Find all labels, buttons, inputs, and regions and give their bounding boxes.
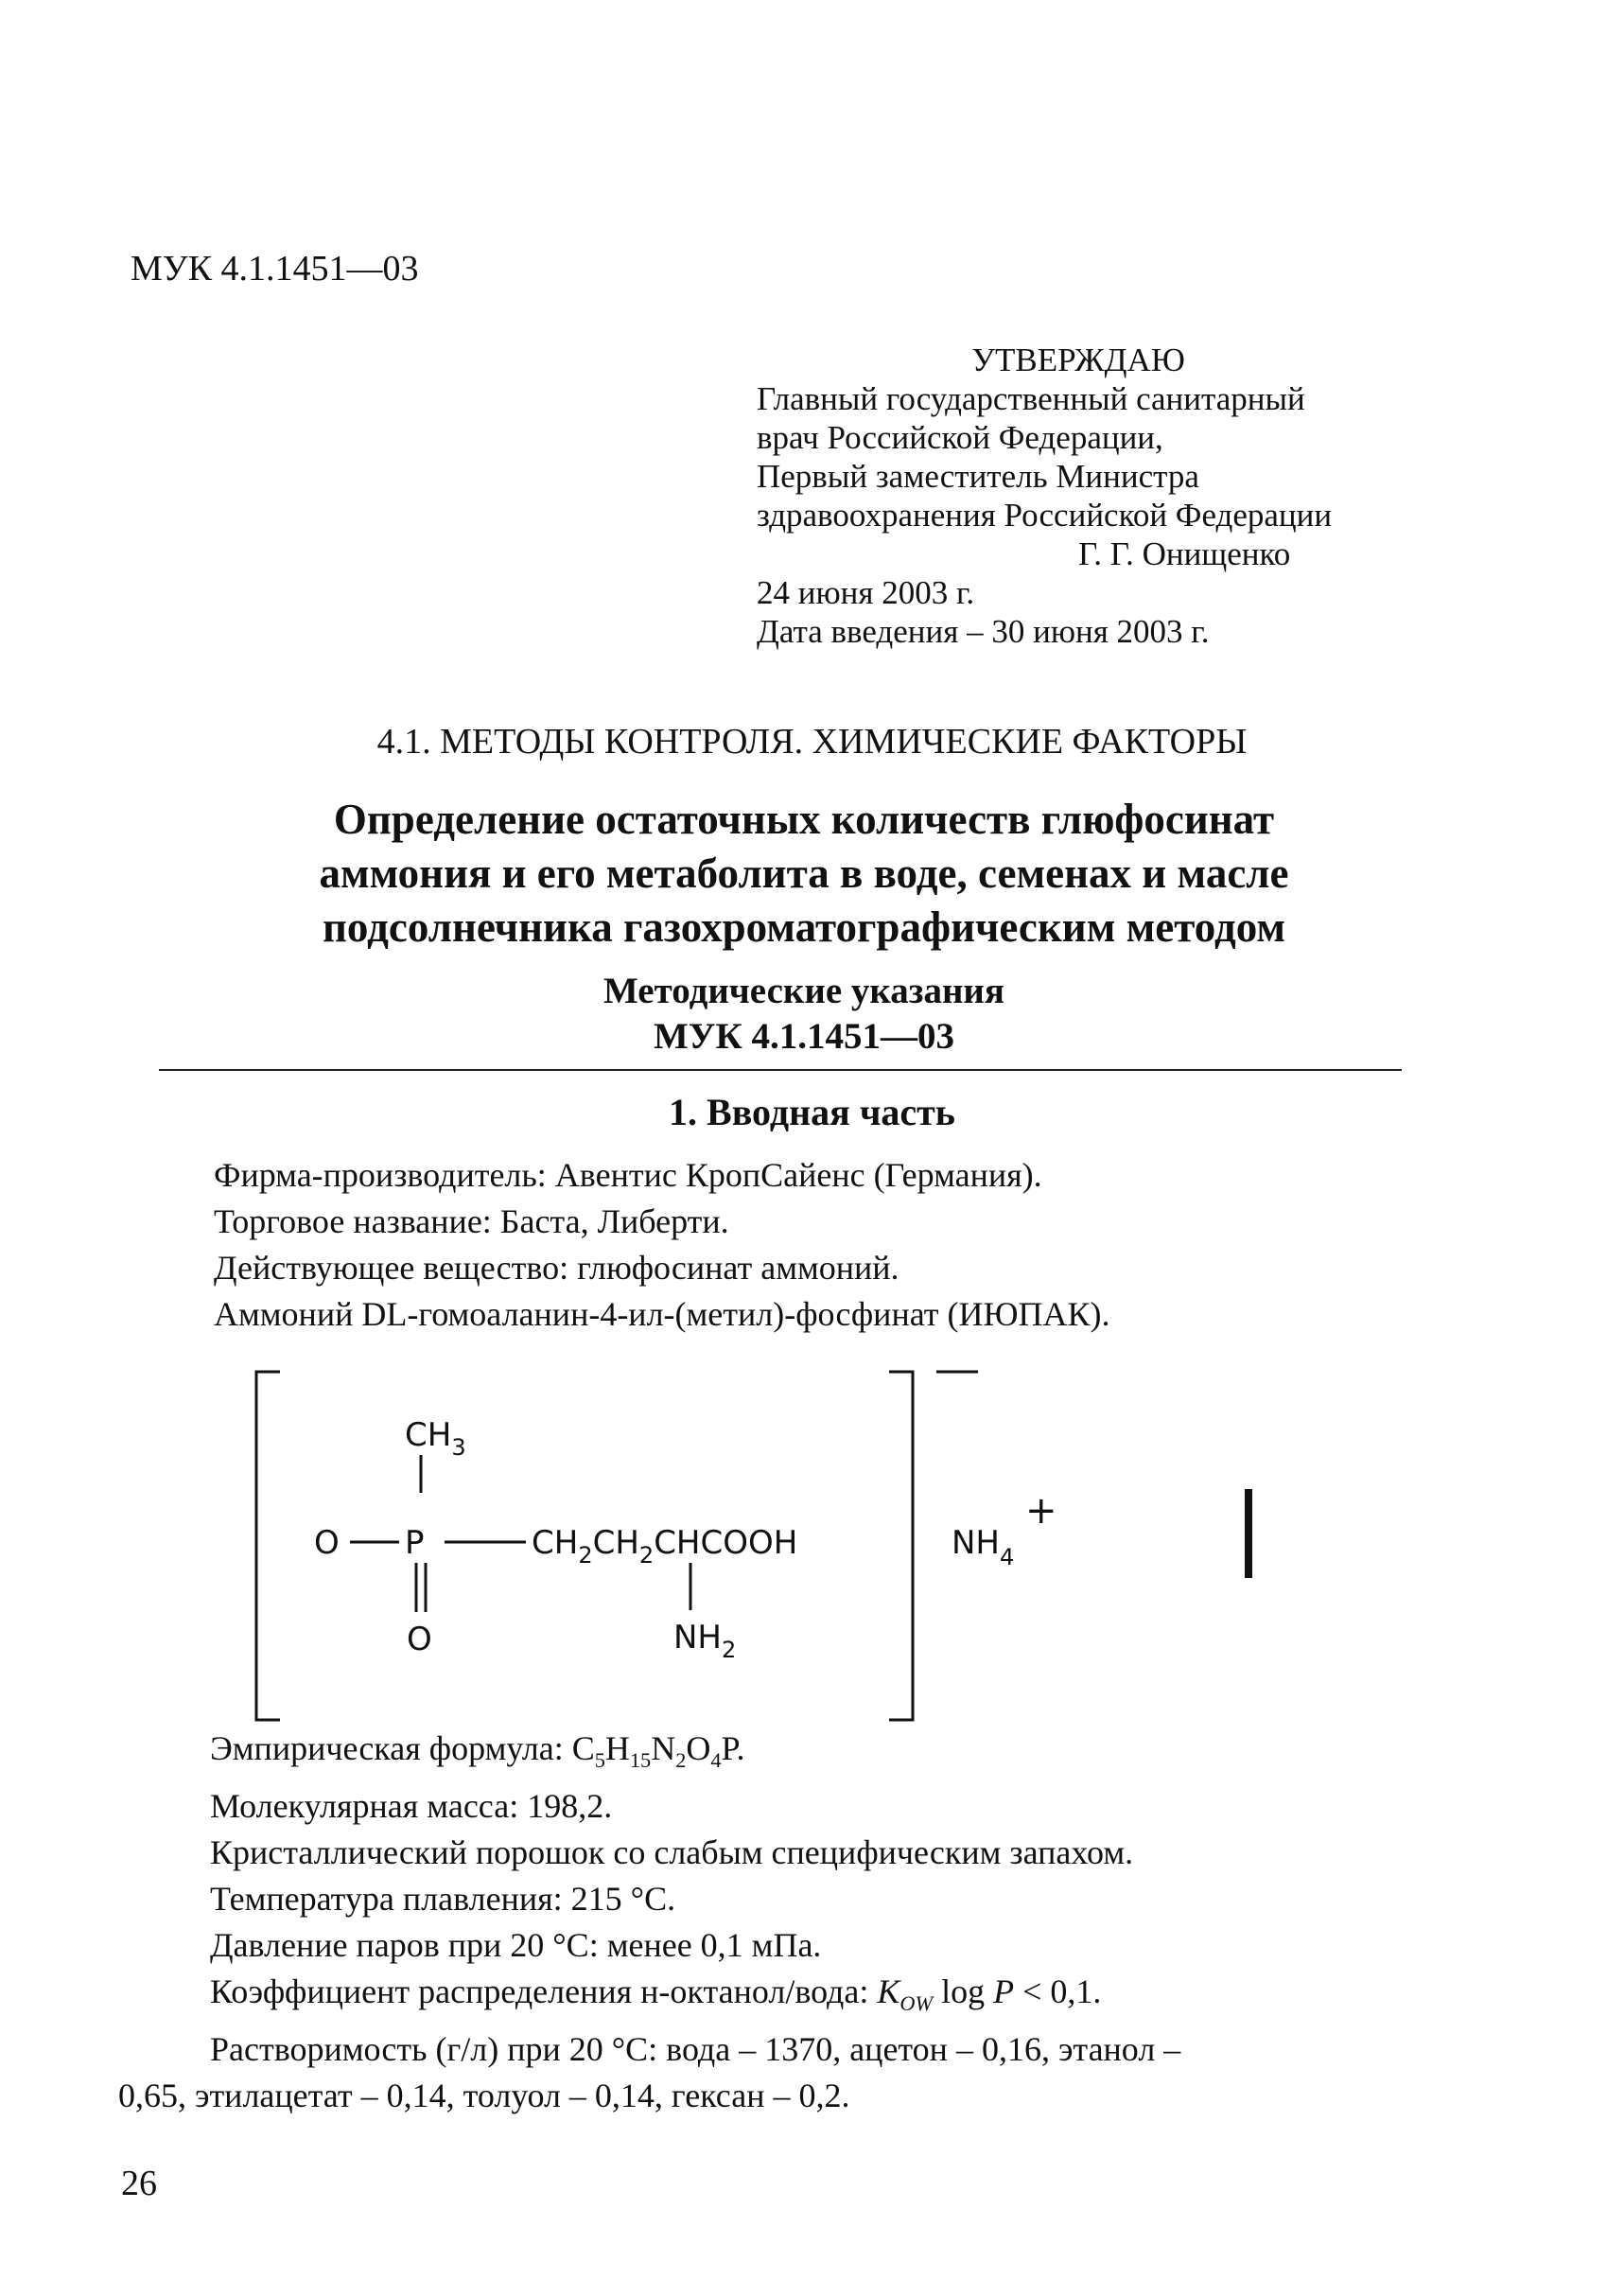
left-bracket — [256, 1372, 280, 1720]
approval-effective-date: Дата введения – 30 июня 2003 г. — [757, 613, 1210, 650]
title-line: Определение остаточных количеств глюфосинат — [333, 796, 1275, 843]
intro-heading: 1. Вводная часть — [669, 1091, 955, 1133]
margin-marker — [1245, 1489, 1252, 1578]
right-bracket — [889, 1372, 913, 1720]
approval-date: 24 июня 2003 г. — [757, 574, 975, 611]
methyl-group: $CH_3$ — [405, 1416, 466, 1461]
amine-group: $NH_2$ — [673, 1619, 737, 1663]
manufacturer-line: Фирма-производитель: Авентис КропСайенс (Германия). — [214, 1156, 1042, 1194]
approval-line: Первый заместитель Министра — [757, 458, 1199, 495]
approval-line: врач Российской Федерации, — [757, 419, 1163, 456]
empirical-formula-line: Эмпирическая формула: $C_5H_{15}N_2O_4P$. — [210, 1729, 745, 1773]
approval-line: здравоохранения Российской Федерации — [757, 497, 1333, 534]
appearance-line: Кристаллический порошок со слабым специфическим запахом. — [210, 1833, 1134, 1872]
solubility-line: Растворимость (г/л) при 20 °С: вода – 1370, ацетон – 0,16, этанол – — [210, 2030, 1181, 2069]
title-line: аммония и его метаболита в воде, семенах и масле — [319, 850, 1289, 897]
subtitle-type: Методические указания — [602, 971, 1004, 1011]
vapor-pressure-line: Давление паров при 20 °С: менее 0,1 мПа. — [210, 1926, 822, 1965]
iupac-name-line: Аммоний DL-гомоаланин-4-ил-(метил)-фосфинат (ИЮПАК). — [214, 1295, 1110, 1333]
oxygen-bottom: O — [407, 1621, 432, 1658]
solubility-line-continued: 0,65, этилацетат – 0,14, толуол – 0,14, гексан – 0,2. — [118, 2077, 850, 2115]
oxygen-left: O — [314, 1524, 340, 1562]
side-chain: $CH_2CH_2CHCOOH$ — [532, 1524, 798, 1569]
melting-point-line: Температура плавления: 215 °С. — [210, 1880, 676, 1919]
title-line: подсолнечника газохроматографическим методом — [322, 903, 1286, 951]
phosphorus-atom: P — [405, 1524, 425, 1562]
partition-coefficient-line: Коэффициент распределения н-октанол/вода: $K_{OW}$ log P < 0,1. — [210, 1972, 1102, 2016]
molecular-mass-line: Молекулярная масса: 198,2. — [210, 1787, 613, 1826]
page-number: 26 — [121, 2164, 157, 2203]
ammonium-ion: $NH_4$ — [952, 1524, 1015, 1570]
approval-signatory: Г. Г. Онищенко — [1078, 535, 1291, 572]
approval-line: Главный государственный санитарный — [757, 380, 1305, 417]
subtitle-code: МУК 4.1.1451—03 — [654, 1016, 954, 1057]
positive-charge: + — [1025, 1489, 1057, 1533]
document-code: МУК 4.1.1451—03 — [131, 249, 419, 289]
trade-name-line: Торговое название: Баста, Либерти. — [214, 1202, 729, 1240]
properties-list — [118, 1726, 1181, 2119]
active-substance-line: Действующее вещество: глюфосинат аммоний. — [214, 1249, 899, 1287]
approval-title: УТВЕРЖДАЮ — [971, 342, 1185, 378]
section-heading: 4.1. МЕТОДЫ КОНТРОЛЯ. ХИМИЧЕСКИЕ ФАКТОРЫ — [376, 722, 1248, 762]
